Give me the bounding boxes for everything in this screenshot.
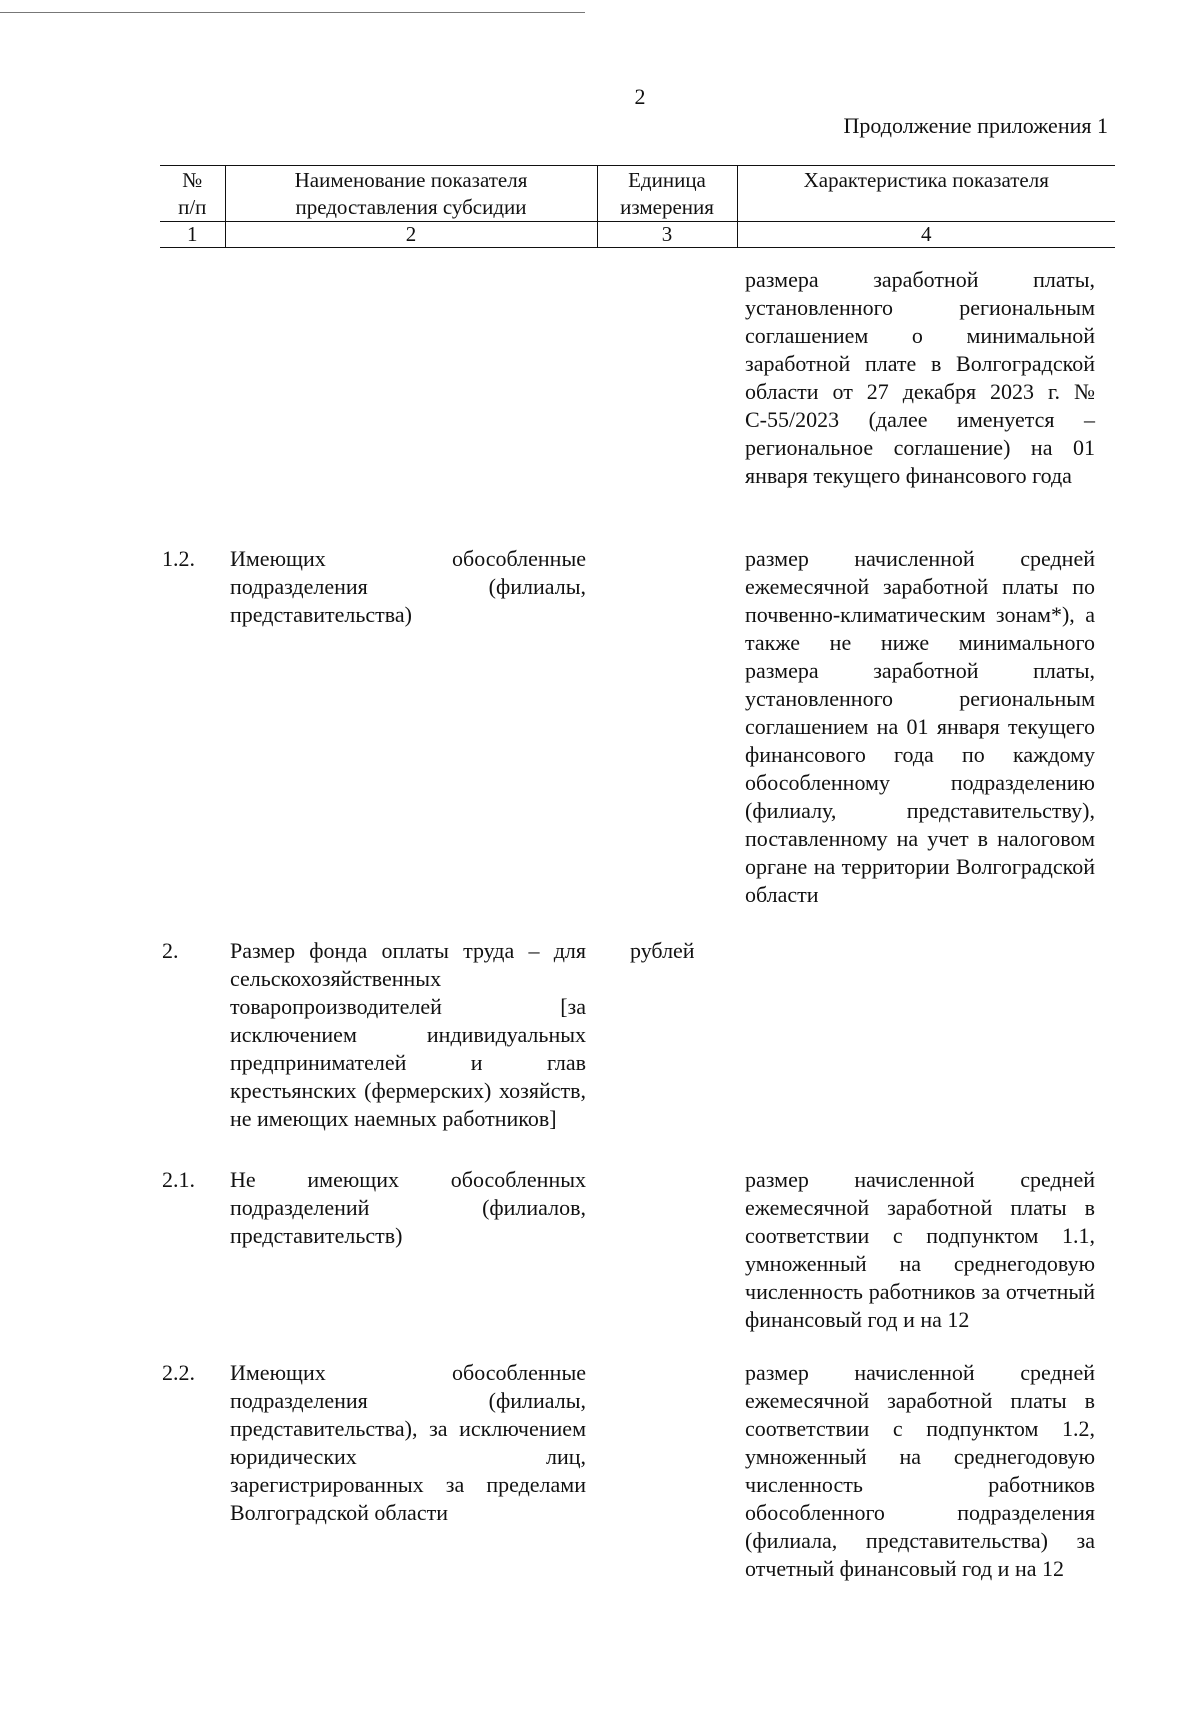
- row-name-2-2: Имеющих обособленные подразделения (филиалы, представительства), за исключением юридических лиц, зарегистрированных за пределами Волгоградской области: [230, 1360, 586, 1525]
- row-number-2-2: 2.2.: [162, 1360, 195, 1385]
- top-rule: [0, 12, 585, 13]
- continuation-description: размера заработной платы, установленного региональным соглашением о минимальной заработной плате в Волгоградской области от 27 декабря 2023 г. № С-55/2023 (далее именуется – региональное соглашение) на 01 января текущего финансового года: [745, 267, 1095, 488]
- continuation-label: Продолжение приложения 1: [843, 113, 1108, 138]
- column-number-3: 3: [597, 222, 737, 248]
- header-name-line1: Наименование показателя: [294, 168, 528, 192]
- row-name-2: Размер фонда оплаты труда – для сельскохозяйственных товаропроизводителей [за исключением индивидуальных предпринимателей и глав крестьянских (фермерских) хозяйств, не имеющих наемных работников]: [230, 938, 586, 1131]
- header-number-line2: п/п: [178, 195, 207, 219]
- row-number-2-1: 2.1.: [162, 1167, 195, 1192]
- row-description-2-2: размер начисленной средней ежемесячной заработной платы в соответствии с подпунктом 1.2, умноженный на среднегодовую численность работников обособленного подразделения (филиала, представительства) за отчетный финансовый год и на 12: [745, 1360, 1095, 1581]
- header-cell-unit: [597, 166, 737, 222]
- column-number-2: 2: [225, 222, 597, 248]
- table-header: [160, 165, 1115, 248]
- page-number: 2: [634, 84, 646, 109]
- column-number-1: 1: [160, 222, 225, 248]
- header-cell-number: [160, 166, 225, 222]
- header-cell-name: [225, 166, 597, 222]
- header-characteristic: Характеристика показателя: [803, 168, 1049, 192]
- header-unit-line2: измерения: [620, 195, 714, 219]
- row-unit-2: рублей: [630, 938, 695, 963]
- row-number-1-2: 1.2.: [162, 546, 195, 571]
- row-description-2-1: размер начисленной средней ежемесячной заработной платы в соответствии с подпунктом 1.1, умноженный на среднегодовую численность работников за отчетный финансовый год и на 12: [745, 1167, 1095, 1332]
- column-number-4: 4: [737, 222, 1115, 248]
- column-number-row: [160, 222, 1115, 248]
- header-row: [160, 166, 1115, 222]
- row-name-2-1: Не имеющих обособленных подразделений (филиалов, представительств): [230, 1167, 586, 1248]
- header-unit-line1: Единица: [628, 168, 706, 192]
- row-number-2: 2.: [162, 938, 179, 963]
- row-description-1-2: размер начисленной средней ежемесячной заработной платы по почвенно-климатическим зонам*), а также не ниже минимального размера заработной платы, установленного региональным соглашением на 01 января текущего финансового года по каждому обособленному подразделению (филиалу, представительству), поставленному на учет в налоговом органе на территории Волгоградской области: [745, 546, 1095, 907]
- header-cell-characteristic: [737, 166, 1115, 222]
- header-name-line2: предоставления субсидии: [295, 195, 527, 219]
- header-number-line1: №: [182, 168, 203, 192]
- row-name-1-2: Имеющих обособленные подразделения (филиалы, представительства): [230, 546, 586, 627]
